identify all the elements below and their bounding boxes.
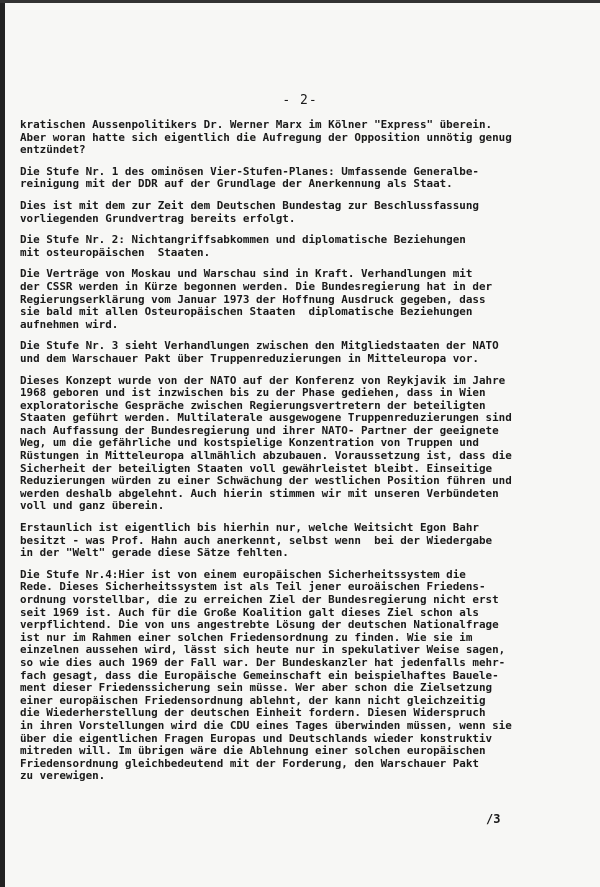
text-line: der CSSR werden in Kürze begonnen werden. Die Bundesregierung hat in der [20,279,493,293]
paragraph [20,200,580,225]
text-line: Rüstungen in Mitteleuropa allmählich abzubauen. Voraussetzung ist, dass die [20,449,512,463]
text-line: Staaten geführt werden. Multilaterale ausgewogene Truppenreduzierungen sind [20,411,512,425]
text-line: in der "Welt" gerade diese Sätze fehlten. [20,546,289,560]
paragraph [20,375,580,514]
text-line: über die eigentlichen Fragen Europas und Deutschlands wieder konstruktiv [20,731,493,745]
continuation-marker: /3 [486,812,501,826]
text-line: Aber woran hatte sich eigentlich die Aufregung der Opposition unnötig genug [20,130,512,144]
text-line: reinigung mit der DDR auf der Grundlage der Anerkennung als Staat. [20,177,453,191]
text-line: aufnehmen wird. [20,317,119,331]
text-line: nach Auffassung der Bundesregierung und ihrer NATO- Partner der geeignete [20,423,499,437]
scan-border-top [0,0,600,3]
text-line: in ihren Vorstellungen wird die CDU eines Tages überwinden müssen, wenn sie [20,718,512,732]
text-line: exploratorische Gespräche zwischen Regierungsvertretern der beteiligten [20,398,486,412]
text-line: Die Stufe Nr. 2: Nichtangriffsabkommen und diplomatische Beziehungen [20,233,466,247]
text-line: entzündet? [20,143,86,157]
text-line: und dem Warschauer Pakt über Truppenreduzierungen in Mitteleuropa vor. [20,351,479,365]
text-line: Regierungserklärung vom Januar 1973 der Hoffnung Ausdruck gegeben, dass [20,292,486,306]
paragraph [20,268,580,331]
text-line: einer europäischen Friedensordnung ablehnt, der kann nicht gleichzeitig [20,693,486,707]
text-line: voll und ganz überein. [20,499,165,513]
paragraph [20,522,580,560]
text-line: seit 1969 ist. Auch für die Große Koalition galt dieses Ziel schon als [20,605,479,619]
paragraph [20,119,580,157]
text-line: fach gesagt, dass die Europäische Gemeinschaft ein beispielhaftes Bauele- [20,668,499,682]
text-line: zu verewigen. [20,769,106,783]
text-line: ist nur im Rahmen einer solchen Friedensordnung zu finden. Wie sie im [20,630,473,644]
text-line: ordnung vorstellbar, die zu erreichen Ziel der Bundesregierung nicht erst [20,593,499,606]
text-line: 1968 geboren und ist inzwischen bis zu der Phase gediehen, dass in Wien [20,386,486,400]
text-line: kratischen Aussenpolitikers Dr. Werner Marx im Kölner "Express" überein. [20,118,493,131]
paragraph [20,234,580,259]
text-line: sie bald mit allen Osteuropäischen Staaten diplomatische Beziehungen [20,305,473,319]
text-line: ment dieser Friedenssicherung sein müsse. Wer aber schon die Zielsetzung [20,681,493,695]
text-line: Reduzierungen würden zu einer Schwächung der westlichen Position führen und [20,474,512,488]
scan-border-left [0,0,5,887]
text-line: Die Stufe Nr. 1 des ominösen Vier-Stufen-Planes: Umfassende Generalbe- [20,164,479,178]
text-line: Dies ist mit dem zur Zeit dem Deutschen Bundestag zur Beschlussfassung [20,198,479,212]
paragraph [20,166,580,191]
text-line: Dieses Konzept wurde von der NATO auf der Konferenz von Reykjavik im Jahre [20,373,506,387]
text-line: besitzt - was Prof. Hahn auch anerkennt, selbst wenn bei der Wiedergabe [20,533,493,547]
document-body [20,119,580,792]
paragraph [20,569,580,783]
text-line: Rede. Dieses Sicherheitssystem ist als Teil jener euroäischen Friedens- [20,580,486,594]
text-line: so wie dies auch 1969 der Fall war. Der Bundeskanzler hat jedenfalls mehr- [20,655,506,669]
paragraph [20,340,580,365]
text-line: Erstaunlich ist eigentlich bis hierhin nur, welche Weitsicht Egon Bahr [20,521,479,535]
text-line: Sicherheit der beteiligten Staaten voll gewährleistet bleibt. Einseitige [20,461,493,475]
text-line: werden deshalb abgelehnt. Auch hierin stimmen wir mit unseren Verbündeten [20,486,499,500]
text-line: verpflichtend. Die von uns angestrebte Lösung der deutschen Nationalfrage [20,618,499,632]
page-number: - 2- [282,93,318,108]
text-line: die Wiederherstellung der deutschen Einheit fordern. Diesen Widerspruch [20,706,486,720]
text-line: einzelnen aussehen wird, lässt sich heute nur in spekulativer Weise sagen, [20,643,506,657]
text-line: Die Stufe Nr. 3 sieht Verhandlungen zwischen den Mitgliedstaaten der NATO [20,339,499,353]
text-line: mitreden will. Im übrigen wäre die Ablehnung einer solchen europäischen [20,744,486,758]
text-line: Friedensordnung gleichbedeutend mit der Forderung, den Warschauer Pakt [20,756,479,770]
text-line: Die Stufe Nr.4:Hier ist von einem europäischen Sicherheitssystem die [20,567,466,581]
text-line: vorliegenden Grundvertrag bereits erfolgt. [20,211,296,225]
text-line: mit osteuropäischen Staaten. [20,245,211,259]
text-line: Weg, um die gefährliche und kostspielige Konzentration von Truppen und [20,436,479,450]
text-line: Die Verträge von Moskau und Warschau sind in Kraft. Verhandlungen mit [20,267,473,281]
